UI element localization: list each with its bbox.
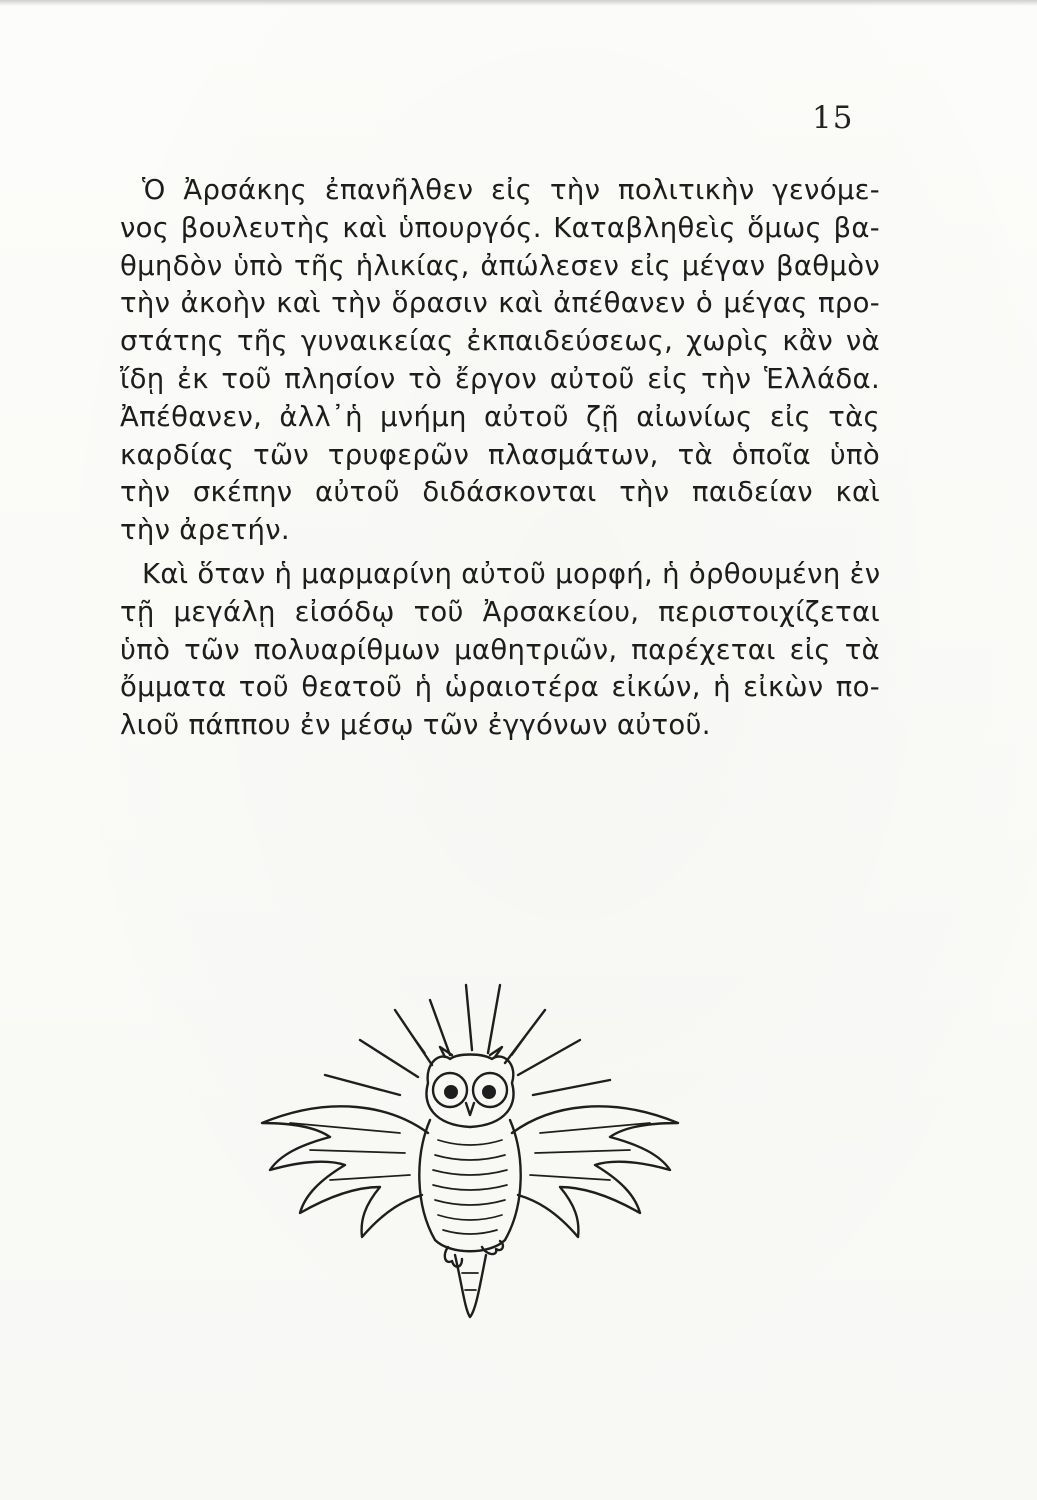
text-line: λιοῦ πάππου ἐν μέσῳ τῶν ἐγγόνων αὐτοῦ. [120,709,711,742]
text-line: ὄμματα τοῦ θεατοῦ ἡ ὡραιοτέρα εἰκών, ἡ εἰκὼν πο- [120,671,880,704]
page-top-edge [0,0,1037,6]
owl-left-wing [262,1106,428,1237]
text-line: Καὶ ὅταν ἡ μαρμαρίνη αὐτοῦ μορφή, ἡ ὀρθουμένη ἐν [142,557,881,590]
text-line: καρδίας τῶν τρυφερῶν πλασμάτων, τὰ ὁποῖα ὑπὸ [120,438,880,471]
text-line: ἴδῃ ἐκ τοῦ πλησίον τὸ ἔργον αὐτοῦ εἰς τὴν Ἑλλάδα. [120,362,880,395]
owl-feet [445,1241,503,1317]
text-line: ὑπὸ τῶν πολυαρίθμων μαθητριῶν, παρέχεται εἰς τὰ [120,633,880,666]
owl-icon [250,955,690,1335]
owl-body [419,1120,520,1251]
text-line: τὴν ἀρετήν. [120,514,290,547]
owl-head [427,1047,514,1127]
text-line: νος βουλευτὴς καὶ ὑπουργός. Καταβληθεὶς ὅμως βα- [120,211,880,244]
text-line: τῇ μεγάλῃ εἰσόδῳ τοῦ Ἀρσακείου, περιστοιχίζεται [120,595,880,628]
body-text [120,172,880,745]
paragraph-1 [120,172,880,550]
paragraph-2 [120,556,880,745]
text-line: Ἀπέθανεν, ἀλλ᾽ἡ μνήμη αὐτοῦ ζῇ αἰωνίως εἰς τὰς [120,400,880,433]
text-line: θμηδὸν ὑπὸ τῆς ἡλικίας, ἀπώλεσεν εἰς μέγαν βαθμὸν [120,249,880,282]
text-line: στάτης τῆς γυναικείας ἐκπαιδεύσεως, χωρὶς κἂν νὰ [120,325,880,358]
page-number: 15 [812,100,854,136]
owl-right-wing [512,1106,678,1237]
text-line: Ὁ Ἀρσάκης ἐπανῆλθεν εἰς τὴν πολιτικὴν γενόμε- [142,174,880,206]
owl-illustration [250,955,690,1335]
text-line: τὴν ἀκοὴν καὶ τὴν ὅρασιν καὶ ἀπέθανεν ὁ μέγας προ- [120,287,880,320]
owl-rays [325,985,610,1095]
text-line: τὴν σκέπην αὐτοῦ διδάσκονται τὴν παιδείαν καὶ [120,476,880,509]
